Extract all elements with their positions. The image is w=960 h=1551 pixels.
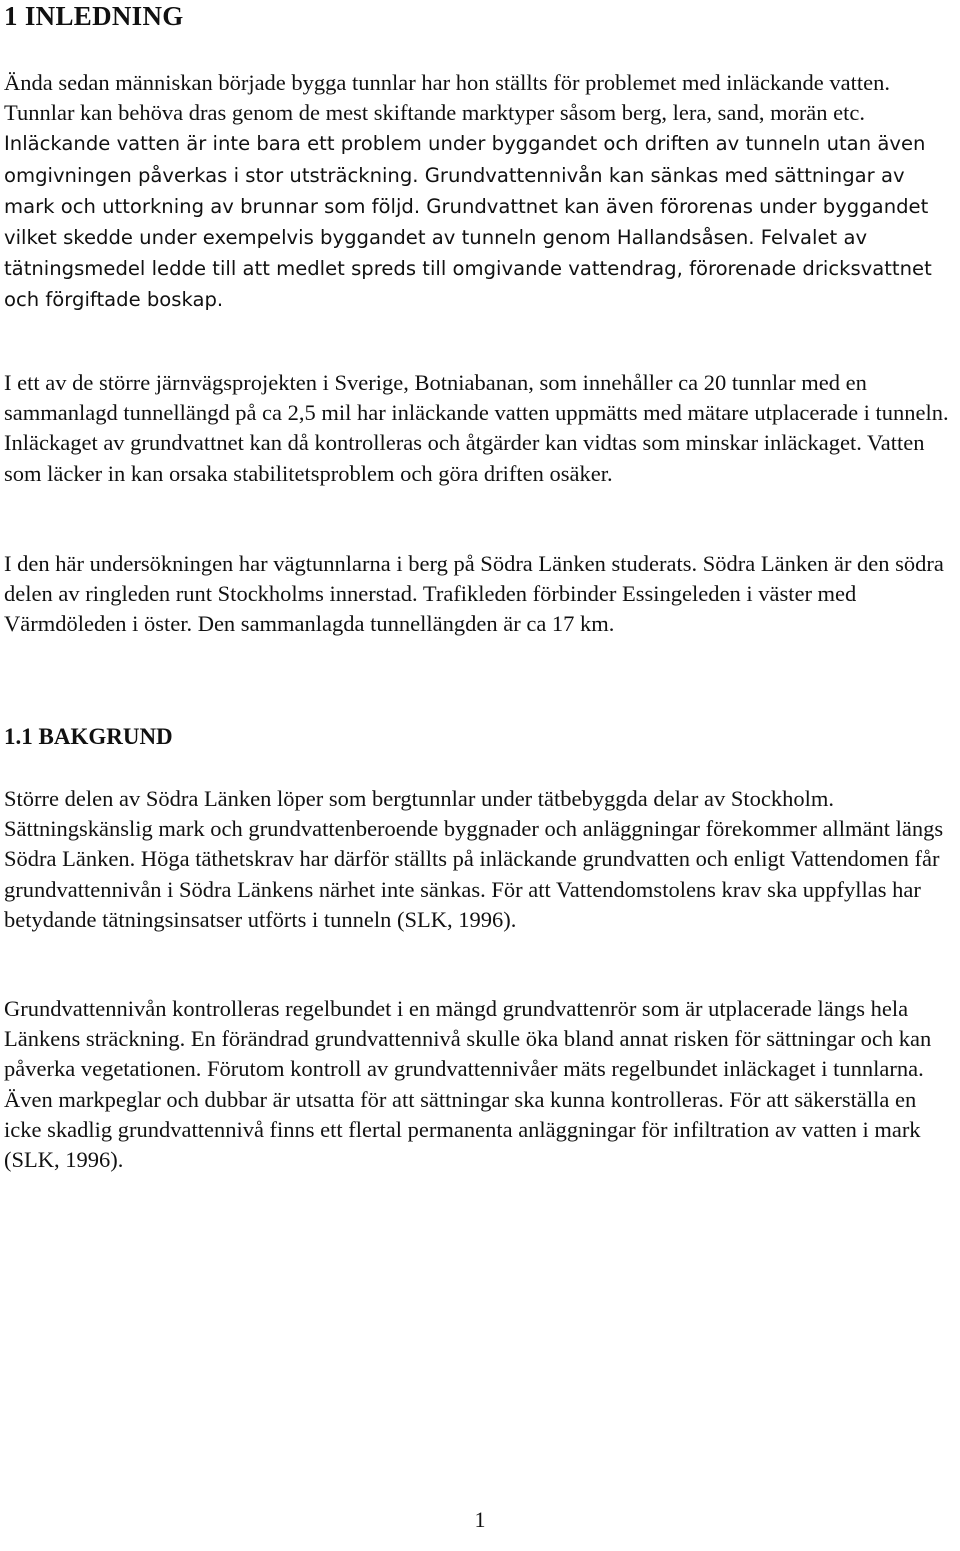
intro-paragraph-1-serif-part: Ända sedan människan började bygga tunnlar har hon ställts för problemet med inläckande vatten. Tunnlar kan behöva dras genom de mest skiftande marktyper såsom berg, lera, sand, morän etc. [4, 70, 890, 126]
page-number: 1 [474, 1507, 486, 1532]
chapter-title: 1 INLEDNING [4, 1, 184, 31]
intro-paragraph-3: I den här undersökningen har vägtunnlarna i berg på Södra Länken studerats. Södra Länken är den södra delen av ringleden runt Stockholms innerstad. Trafikleden förbinder Essingeleden i väster med Värmdöleden i öster. Den sammanlagda tunnellängden är ca 17 km. [4, 551, 944, 637]
intro-paragraph-1-sans-part: Inläckande vatten är inte bara ett problem under byggandet och driften av tunneln utan även omgivningen påverkas i stor utsträckning. Grundvattennivån kan sänkas med sättningar av mark och uttorkning av brunnar som följd. Grundvattnet kan även förorenas under byggandet vilket skedde under exempelvis byggandet av tunneln genom Hallandsåsen. Felvalet av tätningsmedel ledde till att medlet spreds till omgivande vattendrag, förorenade dricksvattnet och förgiftade boskap. [4, 132, 932, 312]
section-title: 1.1 BAKGRUND [4, 724, 173, 749]
document-page [4, 0, 956, 1173]
background-paragraph-2: Grundvattennivån kontrolleras regelbundet i en mängd grundvattenrör som är utplacerade längs hela Länkens sträckning. En förändrad grundvattennivå skulle öka bland annat risken för sättningar och kan påverka vegetationen. Förutom kontroll av grundvattennivåer mäts regelbundet inläckaget i tunnlarna. Även markpeglar och dubbar är utsatta för att sättningar ska kunna kontrolleras. För att säkerställa en icke skadlig grundvattennivå finns ett flertal permanenta anläggningar för infiltration av vatten i mark (SLK, 1996). [4, 996, 932, 1173]
intro-paragraph-2: I ett av de större järnvägsprojekten i Sverige, Botniabanan, som innehåller ca 20 tunnlar med en sammanlagd tunnellängd på ca 2,5 mil har inläckande vatten uppmätts med mätare utplacerade i tunneln. Inläckaget av grundvattnet kan då kontrolleras och åtgärder kan vidtas som minskar inläckaget. Vatten som läcker in kan orsaka stabilitetsproblem och göra driften osäker. [4, 370, 949, 486]
background-paragraph-1: Större delen av Södra Länken löper som bergtunnlar under tätbebyggda delar av Stockholm. Sättningskänslig mark och grundvattenberoende byggnader och anläggningar förekommer allmänt längs Södra Länken. Höga täthetskrav har därför ställts på inläckande grundvatten och enligt Vattendomen får grundvattennivån i Södra Länkens närhet inte sänkas. För att Vattendomstolens krav ska uppfyllas har betydande tätningsinsatser utförts i tunneln (SLK, 1996). [4, 786, 944, 932]
intro-paragraph-1 [4, 68, 956, 316]
